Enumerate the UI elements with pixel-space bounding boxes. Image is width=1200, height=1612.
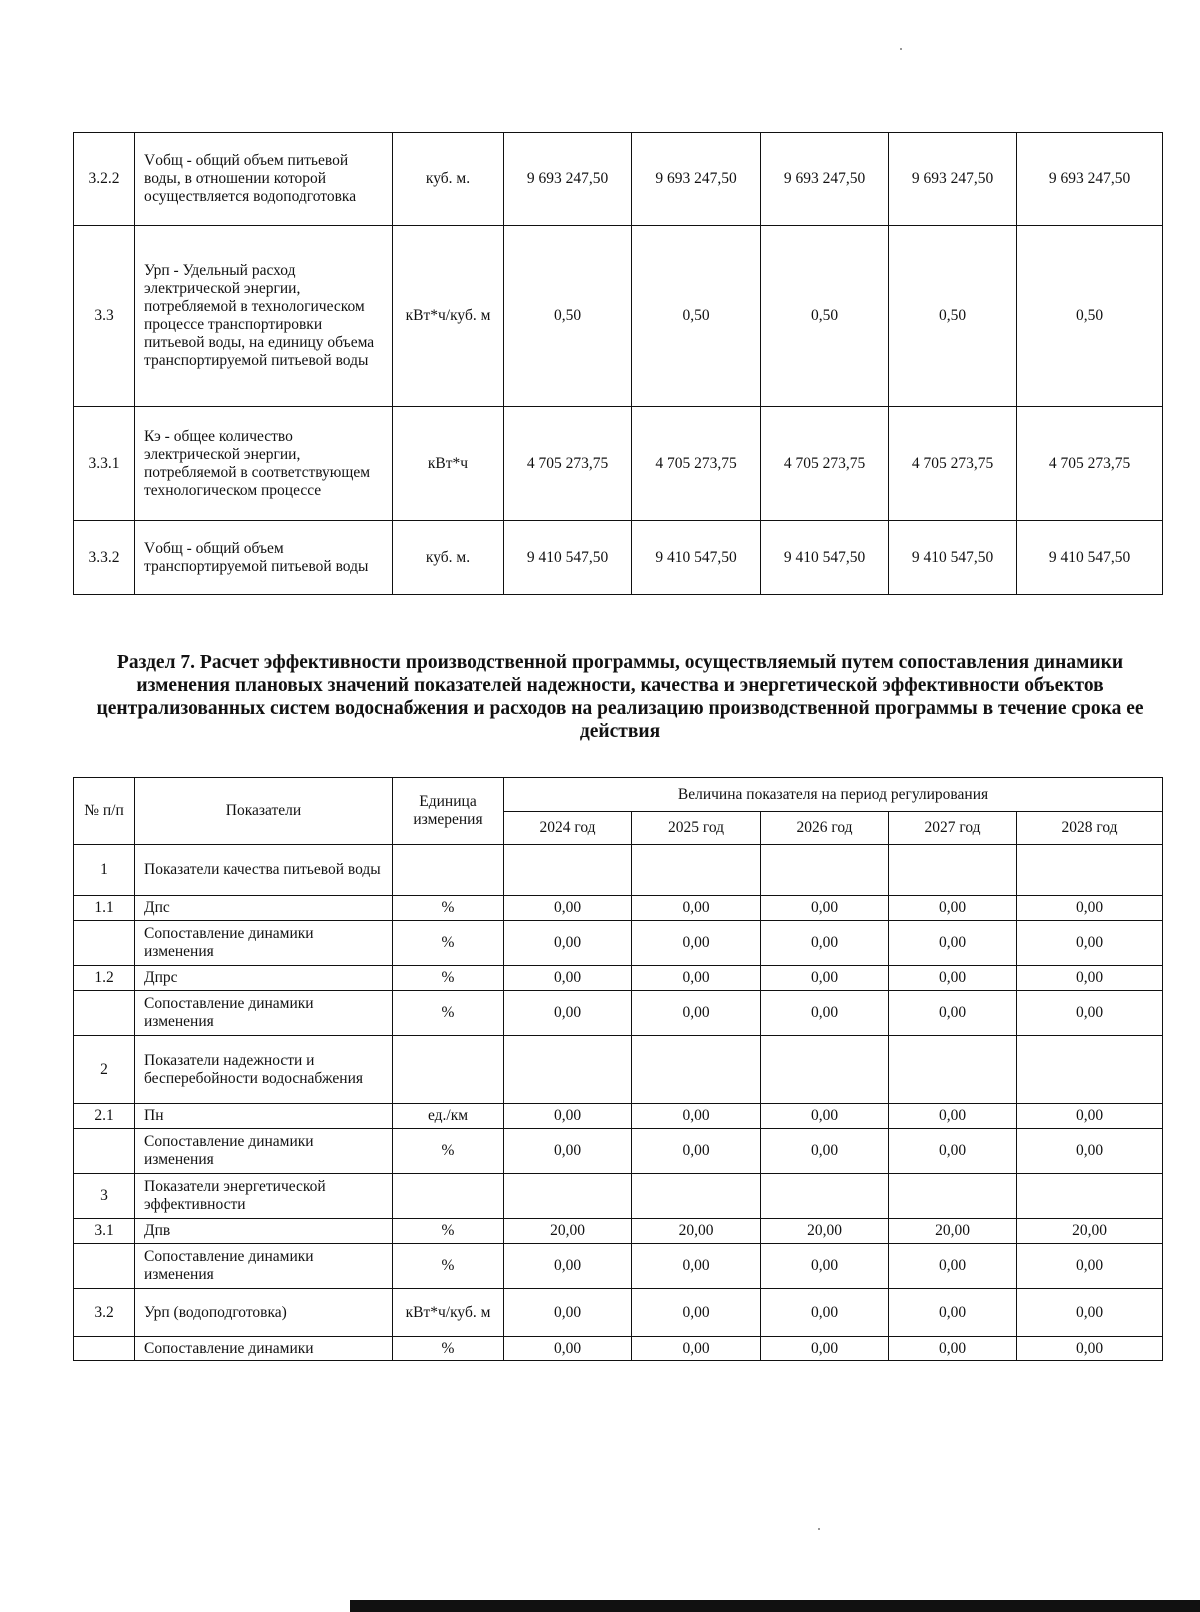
unit-cell: куб. м.	[393, 133, 504, 226]
row-number: 3.2.2	[74, 133, 135, 226]
unit-cell: кВт*ч/куб. м	[393, 1289, 504, 1337]
indicator-name: Сопоставление динамики изменения	[135, 991, 393, 1036]
col-header-year: 2027 год	[889, 812, 1017, 845]
unit-cell: %	[393, 1244, 504, 1289]
value-cell: 20,00	[761, 1219, 889, 1244]
value-cell	[889, 845, 1017, 896]
table-row	[74, 1036, 1163, 1104]
indicator-name: Vобщ - общий объем транспортируемой питьевой воды	[135, 521, 393, 595]
value-cell: 4 705 273,75	[504, 407, 632, 521]
value-cell: 9 693 247,50	[1017, 133, 1163, 226]
value-cell: 0,00	[889, 1244, 1017, 1289]
value-cell: 9 410 547,50	[632, 521, 761, 595]
col-header-year: 2024 год	[504, 812, 632, 845]
unit-cell: куб. м.	[393, 521, 504, 595]
header-row	[74, 778, 1163, 812]
value-cell: 0,50	[889, 226, 1017, 407]
value-cell: 0,00	[761, 1129, 889, 1174]
table-row	[74, 521, 1163, 595]
col-header-num: № п/п	[74, 778, 135, 845]
col-header-unit: Единица измерения	[393, 778, 504, 845]
value-cell: 0,00	[761, 966, 889, 991]
indicator-name: Сопоставление динамики изменения	[135, 1244, 393, 1289]
value-cell: 0,00	[889, 1129, 1017, 1174]
value-cell: 0,50	[504, 226, 632, 407]
value-cell: 0,00	[1017, 1104, 1163, 1129]
value-cell: 0,00	[1017, 1244, 1163, 1289]
row-number: 1.1	[74, 896, 135, 921]
value-cell	[504, 845, 632, 896]
row-number: 2.1	[74, 1104, 135, 1129]
value-cell	[1017, 1174, 1163, 1219]
unit-cell: %	[393, 991, 504, 1036]
unit-cell: %	[393, 1337, 504, 1361]
value-cell: 20,00	[1017, 1219, 1163, 1244]
scan-speck	[818, 1528, 820, 1530]
row-number: 1.2	[74, 966, 135, 991]
row-number	[74, 921, 135, 966]
value-cell: 0,00	[889, 1289, 1017, 1337]
table-row	[74, 1244, 1163, 1289]
value-cell: 0,00	[504, 1129, 632, 1174]
unit-cell	[393, 1036, 504, 1104]
indicator-name: Показатели качества питьевой воды	[135, 845, 393, 896]
value-cell: 0,00	[504, 1289, 632, 1337]
indicator-name: Сопоставление динамики	[135, 1337, 393, 1361]
table-row	[74, 226, 1163, 407]
main-table-body	[74, 845, 1163, 1361]
value-cell	[1017, 845, 1163, 896]
value-cell: 4 705 273,75	[761, 407, 889, 521]
value-cell: 9 410 547,50	[1017, 521, 1163, 595]
value-cell: 0,00	[889, 991, 1017, 1036]
indicator-name: Дпрс	[135, 966, 393, 991]
row-number	[74, 1337, 135, 1361]
indicator-name: Урп (водоподготовка)	[135, 1289, 393, 1337]
value-cell: 0,00	[504, 896, 632, 921]
unit-cell	[393, 845, 504, 896]
value-cell: 0,00	[1017, 991, 1163, 1036]
unit-cell: ед./км	[393, 1104, 504, 1129]
indicator-name: Сопоставление динамики изменения	[135, 1129, 393, 1174]
value-cell: 4 705 273,75	[632, 407, 761, 521]
unit-cell: %	[393, 1219, 504, 1244]
value-cell: 0,00	[1017, 896, 1163, 921]
value-cell: 0,00	[761, 1104, 889, 1129]
unit-cell: кВт*ч/куб. м	[393, 226, 504, 407]
value-cell: 0,00	[761, 921, 889, 966]
value-cell: 9 693 247,50	[761, 133, 889, 226]
value-cell: 0,00	[632, 1337, 761, 1361]
value-cell: 9 410 547,50	[889, 521, 1017, 595]
table-row	[74, 1129, 1163, 1174]
indicator-name: Пн	[135, 1104, 393, 1129]
value-cell: 0,50	[632, 226, 761, 407]
value-cell: 20,00	[632, 1219, 761, 1244]
value-cell	[632, 1174, 761, 1219]
col-header-year: 2026 год	[761, 812, 889, 845]
row-number: 3.3	[74, 226, 135, 407]
indicator-name: Показатели надежности и бесперебойности водоснабжения	[135, 1036, 393, 1104]
row-number: 1	[74, 845, 135, 896]
value-cell: 0,00	[761, 1289, 889, 1337]
value-cell: 0,00	[889, 966, 1017, 991]
value-cell: 0,00	[632, 1289, 761, 1337]
value-cell: 0,00	[504, 991, 632, 1036]
value-cell: 20,00	[504, 1219, 632, 1244]
table-row	[74, 1174, 1163, 1219]
value-cell: 20,00	[889, 1219, 1017, 1244]
row-number: 3	[74, 1174, 135, 1219]
value-cell: 0,00	[632, 991, 761, 1036]
table-row	[74, 1219, 1163, 1244]
value-cell: 9 693 247,50	[504, 133, 632, 226]
unit-cell: %	[393, 966, 504, 991]
value-cell	[761, 1036, 889, 1104]
value-cell: 0,00	[1017, 1289, 1163, 1337]
value-cell: 0,00	[1017, 1337, 1163, 1361]
row-number	[74, 1244, 135, 1289]
value-cell	[504, 1036, 632, 1104]
table-row	[74, 966, 1163, 991]
row-number: 3.3.1	[74, 407, 135, 521]
col-header-indicator: Показатели	[135, 778, 393, 845]
value-cell: 0,00	[761, 1244, 889, 1289]
value-cell: 9 410 547,50	[761, 521, 889, 595]
value-cell: 0,00	[632, 921, 761, 966]
value-cell: 0,00	[1017, 966, 1163, 991]
unit-cell: %	[393, 1129, 504, 1174]
row-number	[74, 991, 135, 1036]
scan-speck	[900, 48, 902, 50]
value-cell	[889, 1036, 1017, 1104]
value-cell: 9 410 547,50	[504, 521, 632, 595]
table-row	[74, 1289, 1163, 1337]
value-cell: 0,00	[761, 896, 889, 921]
indicator-name: Сопоставление динамики изменения	[135, 921, 393, 966]
value-cell: 0,00	[889, 921, 1017, 966]
table-row	[74, 845, 1163, 896]
value-cell	[1017, 1036, 1163, 1104]
value-cell: 9 693 247,50	[632, 133, 761, 226]
indicator-name: Урп - Удельный расход электрической энергии, потребляемой в технологическом процессе транспортировки питьевой воды, на единицу объема транспортируемой питьевой воды	[135, 226, 393, 407]
indicator-name: Vобщ - общий объем питьевой воды, в отношении которой осуществляется водоподготовка	[135, 133, 393, 226]
value-cell: 0,00	[632, 1129, 761, 1174]
value-cell: 0,00	[632, 966, 761, 991]
value-cell: 0,00	[632, 1244, 761, 1289]
indicator-name: Кэ - общее количество электрической энергии, потребляемой в соответствующем технологическом процессе	[135, 407, 393, 521]
unit-cell: %	[393, 896, 504, 921]
value-cell: 0,00	[1017, 921, 1163, 966]
value-cell: 0,00	[504, 921, 632, 966]
col-header-year: 2028 год	[1017, 812, 1163, 845]
row-number	[74, 1129, 135, 1174]
table-row	[74, 407, 1163, 521]
table-row	[74, 896, 1163, 921]
value-cell	[761, 845, 889, 896]
value-cell: 0,00	[504, 1104, 632, 1129]
value-cell: 0,00	[632, 896, 761, 921]
value-cell: 0,00	[889, 1337, 1017, 1361]
value-cell: 0,00	[504, 1244, 632, 1289]
table-row	[74, 921, 1163, 966]
indicator-name: Дпв	[135, 1219, 393, 1244]
value-cell	[504, 1174, 632, 1219]
main-table	[73, 777, 1163, 1361]
row-number: 3.3.2	[74, 521, 135, 595]
indicator-name: Дпс	[135, 896, 393, 921]
row-number: 3.2	[74, 1289, 135, 1337]
unit-cell: %	[393, 921, 504, 966]
value-cell: 0,00	[1017, 1129, 1163, 1174]
value-cell: 0,00	[761, 991, 889, 1036]
top-table	[73, 132, 1163, 595]
value-cell: 0,00	[504, 1337, 632, 1361]
value-cell: 0,00	[761, 1337, 889, 1361]
value-cell	[761, 1174, 889, 1219]
table-row	[74, 133, 1163, 226]
col-header-group: Величина показателя на период регулирования	[504, 778, 1163, 812]
value-cell: 0,00	[889, 896, 1017, 921]
table-row	[74, 1337, 1163, 1361]
value-cell	[632, 1036, 761, 1104]
table-row	[74, 1104, 1163, 1129]
value-cell: 9 693 247,50	[889, 133, 1017, 226]
value-cell: 4 705 273,75	[1017, 407, 1163, 521]
value-cell	[632, 845, 761, 896]
value-cell: 0,50	[1017, 226, 1163, 407]
unit-cell	[393, 1174, 504, 1219]
value-cell: 0,00	[632, 1104, 761, 1129]
value-cell: 0,50	[761, 226, 889, 407]
value-cell	[889, 1174, 1017, 1219]
value-cell: 0,00	[504, 966, 632, 991]
unit-cell: кВт*ч	[393, 407, 504, 521]
row-number: 3.1	[74, 1219, 135, 1244]
value-cell: 0,00	[889, 1104, 1017, 1129]
section-title: Раздел 7. Расчет эффективности производственной программы, осуществляемый путем сопоставления динамики изменения плановых значений показателей надежности, качества и энергетической эффективности объектов централизованных систем водоснабжения и расходов на реализацию производственной программы в течение срока ее действия	[96, 652, 1144, 742]
scan-edge-line	[350, 1600, 1200, 1612]
value-cell: 4 705 273,75	[889, 407, 1017, 521]
col-header-year: 2025 год	[632, 812, 761, 845]
table-row	[74, 991, 1163, 1036]
row-number: 2	[74, 1036, 135, 1104]
indicator-name: Показатели энергетической эффективности	[135, 1174, 393, 1219]
